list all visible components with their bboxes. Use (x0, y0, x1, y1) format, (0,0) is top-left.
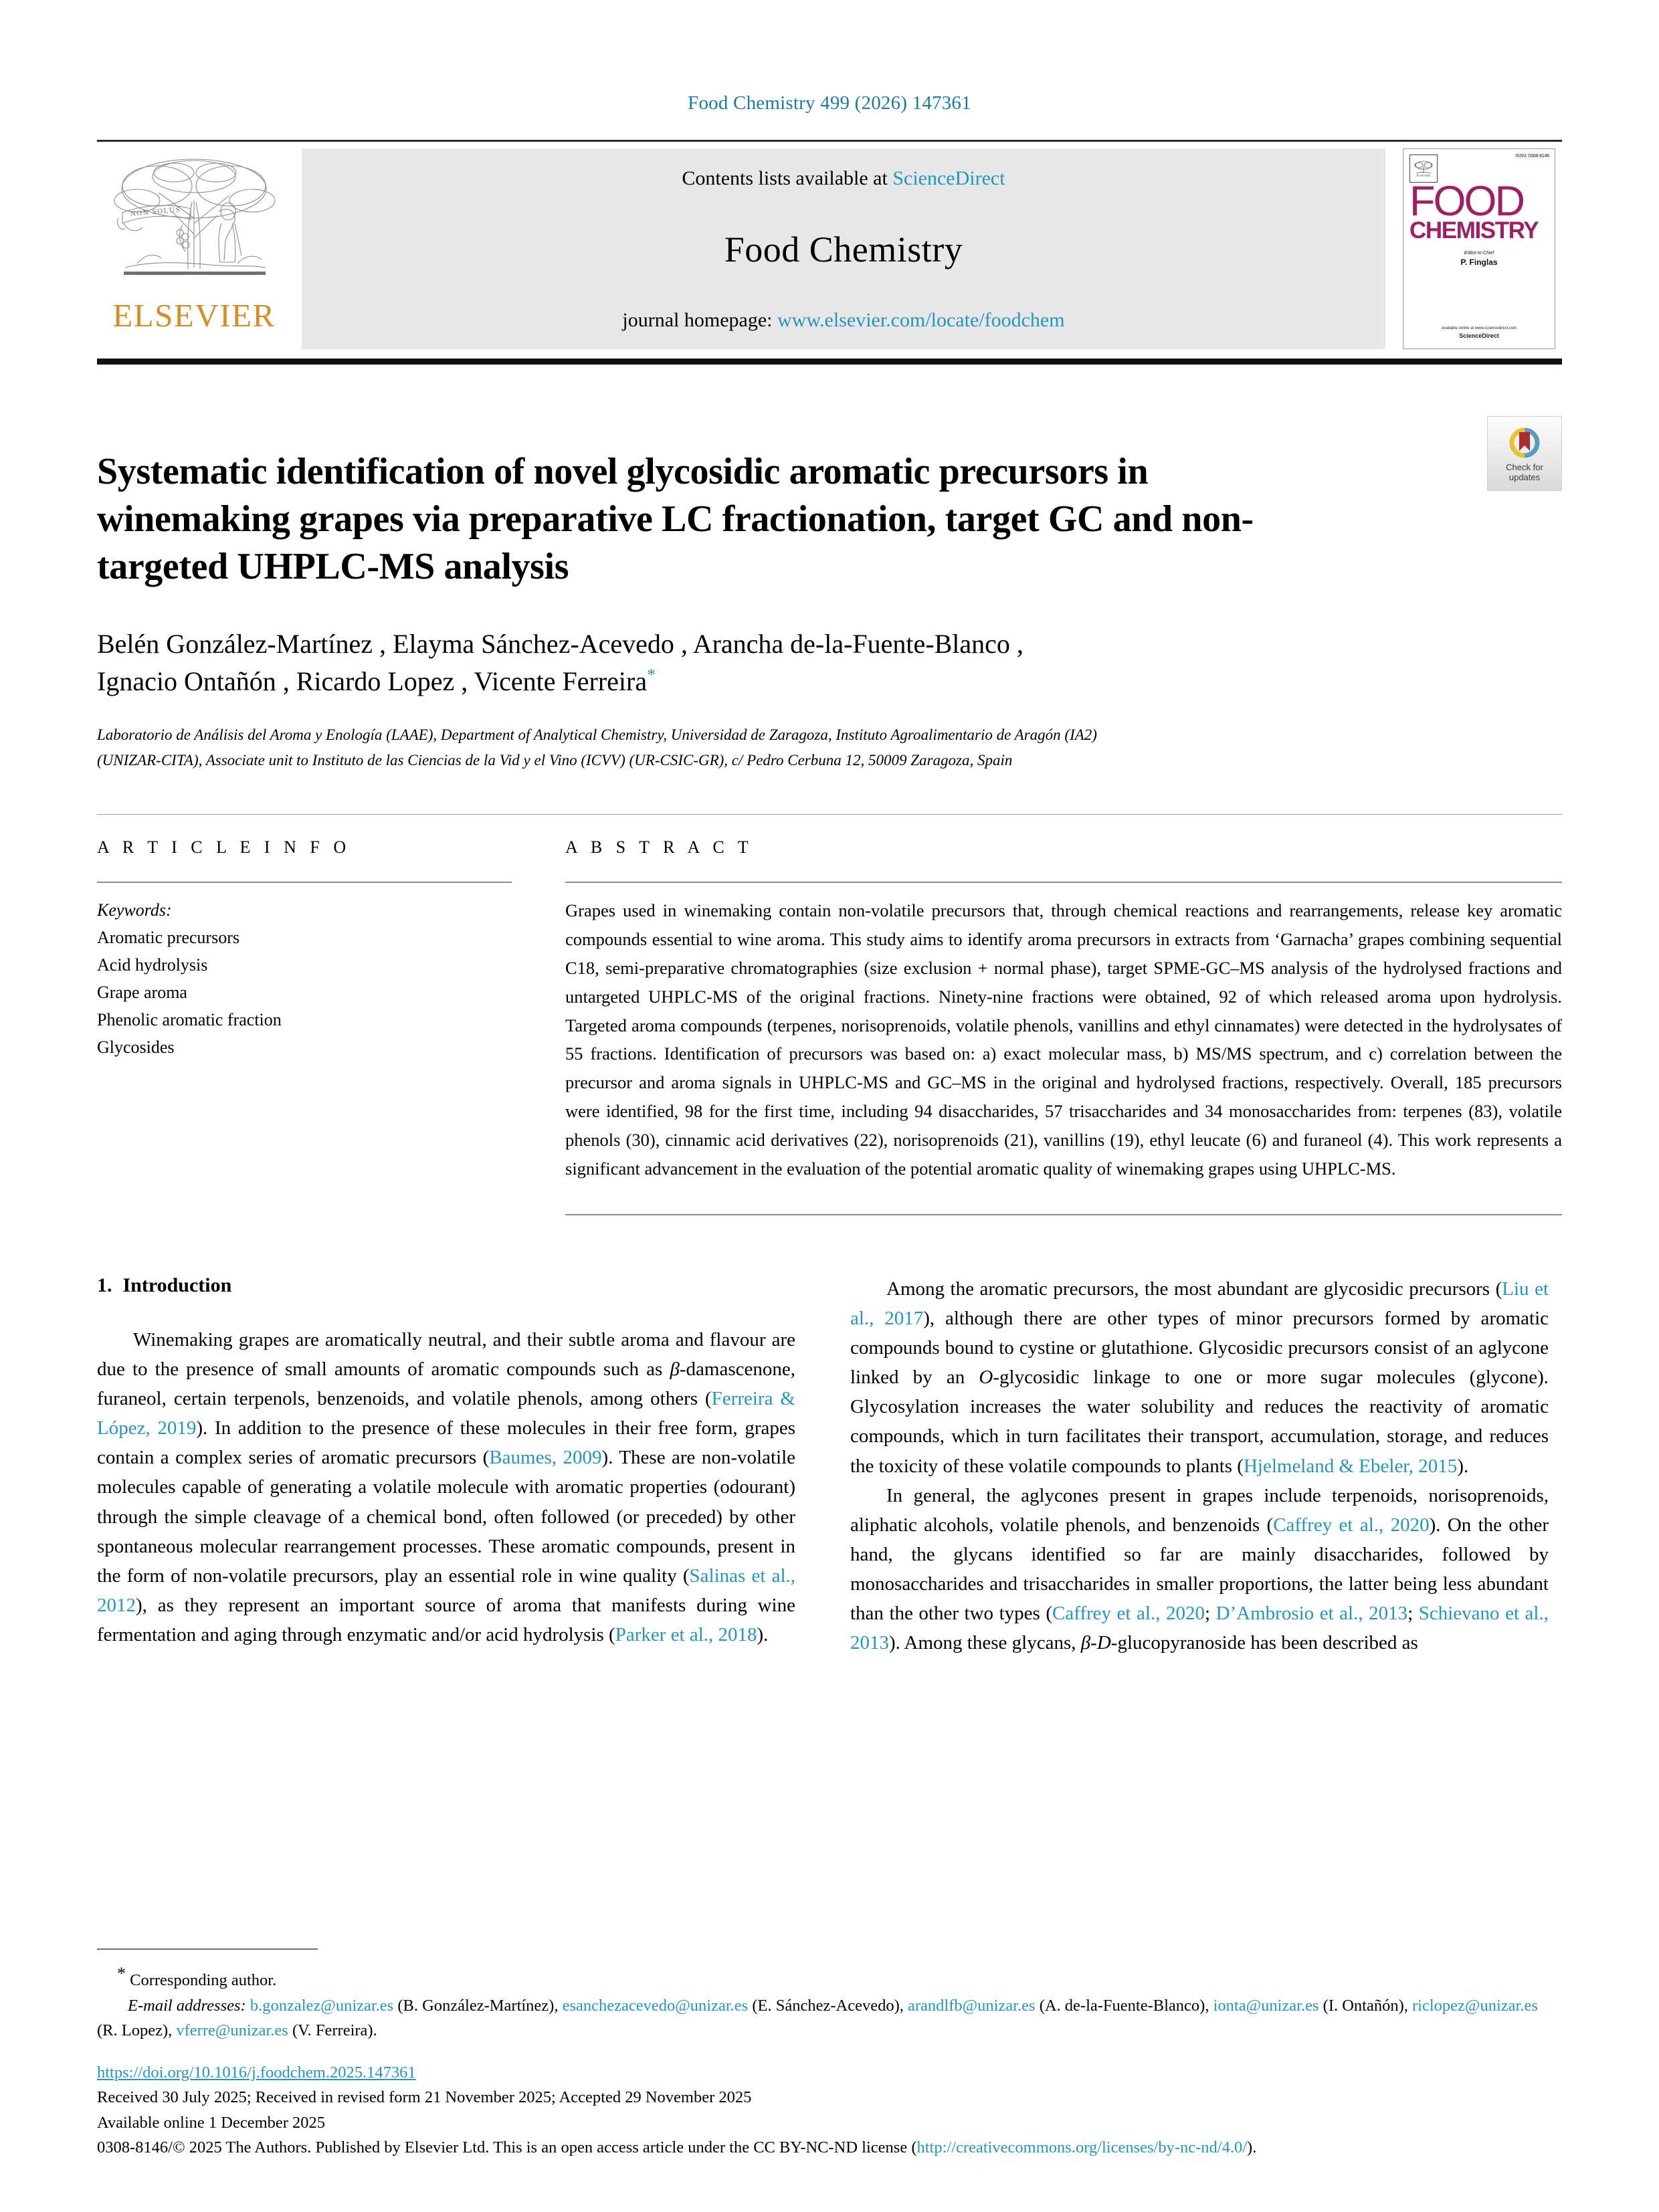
received-dates: Received 30 July 2025; Received in revised form 21 November 2025; Accepted 29 November 2025 (97, 2088, 752, 2107)
email-addresses (97, 1993, 1562, 2043)
email-owner: (V. Ferreira). (292, 2021, 377, 2039)
intro-left-d: ). These are non-volatile molecules capable of generating a volatile molecule with aromatic properties (odourant) through the simple cleavage of a chemical bond, often followed (or preceded) by other spontaneous molecular rearrangement processes. These aromatic compounds, present in the form of non-volatile precursors, play an essential role in wine quality ( (97, 1447, 795, 1587)
check-for-updates-badge[interactable] (1487, 416, 1562, 491)
intro-right2-d: -glucopyranoside has been described as (1110, 1631, 1418, 1653)
section-title: Introduction (122, 1274, 232, 1297)
section-number: 1. (97, 1274, 112, 1297)
intro-left-b: -damascenone, furaneol, certain terpenols, benzenoids, and volatile phenols, among others ( (97, 1359, 795, 1410)
email-owner: (B. González-Martínez), (397, 1996, 559, 2015)
sciencedirect-banner (302, 148, 1385, 349)
sciencedirect-link[interactable]: ScienceDirect (892, 167, 1005, 189)
crossmark-line1: Check for (1506, 462, 1543, 473)
cover-footer-line2: ScienceDirect (1459, 332, 1499, 339)
email-owner: (I. Ontañón), (1323, 1996, 1408, 2015)
author-line-2 (97, 663, 1435, 700)
intro-right-d: ). (1457, 1455, 1469, 1477)
copyright-text-b: ). (1247, 2138, 1257, 2156)
email-link[interactable]: ionta@unizar.es (1213, 1996, 1319, 2015)
intro-right2-c: ). Among these glycans, (889, 1631, 1081, 1653)
email-owner: (A. de-la-Fuente-Blanco), (1039, 1996, 1209, 2015)
svg-text:NON SOLUS: NON SOLUS (130, 205, 181, 218)
affiliation (97, 722, 1562, 773)
intro-right-a: Among the aromatic precursors, the most abundant are glycosidic precursors ( (886, 1278, 1502, 1300)
cover-word-chemistry: CHEMISTRY (1409, 217, 1539, 244)
running-head: Food Chemistry 499 (2026) 147361 (688, 92, 971, 114)
cover-issn: ISSN: 0308-8146 (1515, 154, 1549, 159)
keywords-label: Keywords: (97, 900, 172, 920)
journal-masthead (97, 140, 1562, 349)
article-info-column (97, 837, 512, 1215)
keyword-item: Acid hydrolysis (97, 954, 208, 975)
footnote-marker: * (117, 1964, 126, 1984)
citation-link[interactable]: Caffrey et al., 2020 (1273, 1514, 1430, 1536)
available-online: Available online 1 December 2025 (97, 2113, 326, 2132)
homepage-prefix: journal homepage: (622, 309, 777, 331)
body-column-right (850, 1274, 1549, 1657)
cover-tree-icon (1413, 160, 1434, 177)
citation-link[interactable]: Caffrey et al., 2020 (1052, 1602, 1205, 1624)
homepage-line (622, 309, 1064, 332)
svg-text:ELSEVIER: ELSEVIER (1417, 174, 1430, 177)
intro-left-a: Winemaking grapes are aromatically neutral, and their subtle aroma and flavour are due to the presence of small amounts of aromatic compounds such as (97, 1329, 795, 1381)
abstract-column (565, 837, 1562, 1215)
journal-cover-thumb (1396, 148, 1562, 349)
contents-line (682, 167, 1005, 190)
intro-right2-semi2: ; (1407, 1602, 1419, 1624)
cover-footer (1403, 326, 1555, 339)
citation-link[interactable]: Parker et al., 2018 (615, 1623, 757, 1645)
intro-right2-semi1: ; (1204, 1602, 1216, 1624)
elsevier-logo (97, 148, 291, 349)
page-title: Systematic identification of novel glycosidic aromatic precursors in winemaking grapes via preparative LC fractionation, target GC and non-targeted UHPLC-MS analysis (97, 451, 1254, 588)
citation-link[interactable]: Ferreira & López, 2019 (97, 1388, 795, 1439)
cover-word-food: FOOD (1409, 178, 1523, 225)
citation-link[interactable]: D’Ambrosio et al., 2013 (1215, 1602, 1408, 1624)
intro-left-f: ). (757, 1623, 769, 1645)
section-heading-introduction (97, 1274, 795, 1297)
intro-right2-beta: β-D (1080, 1631, 1111, 1653)
crossmark-icon (1506, 425, 1543, 461)
intro-right-O: O (979, 1367, 993, 1389)
keyword-item: Glycosides (97, 1037, 175, 1058)
body-column-left (97, 1274, 795, 1657)
corresponding-author-marker: * (647, 666, 656, 685)
email-link[interactable]: riclopez@unizar.es (1412, 1996, 1538, 2015)
citation-link[interactable]: Hjelmeland & Ebeler, 2015 (1243, 1455, 1458, 1477)
author-line-1: Belén González-Martínez , Elayma Sánchez-Acevedo , Arancha de-la-Fuente-Blanco , (97, 629, 1023, 660)
keyword-item: Aromatic precursors (97, 927, 239, 947)
intro-left-beta: β (670, 1359, 680, 1381)
license-link[interactable]: http://creativecommons.org/licenses/by-nc-nd/4.0/ (916, 2138, 1248, 2156)
citation-link[interactable]: Salinas et al., 2012 (97, 1565, 795, 1616)
masthead-bottom-rule (97, 359, 1562, 365)
email-owner: (E. Sánchez-Acevedo), (752, 1996, 904, 2015)
intro-right-c: -glycosidic linkage to one or more sugar molecules (glycone). Glycosylation increases the water solubility and reduces the reactivity of aromatic compounds, which in turn facilitates their transport, accumulation, storage, and reduces the toxicity of these volatile compounds to plants ( (850, 1367, 1549, 1477)
article-info-heading: A R T I C L E I N F O (97, 837, 351, 857)
cover-footer-line1: Available online at www.sciencedirect.com (1441, 326, 1517, 330)
journal-title: Food Chemistry (724, 229, 963, 270)
copyright-text-a: 0308-8146/© 2025 The Authors. Published by Elsevier Ltd. This is an open access article under the CC BY-NC-ND license ( (97, 2138, 917, 2156)
email-owner: (R. Lopez), (97, 2021, 173, 2039)
cover-image (1403, 148, 1555, 349)
cover-editor-label: Editor-in-Chief (1464, 251, 1494, 256)
info-abstract-block (97, 814, 1562, 1215)
intro-left-e: ), as they represent an important source of aroma that manifests during wine fermentation and aging through enzymatic and/or acid hydrolysis ( (97, 1594, 795, 1645)
page-footer (97, 1948, 1562, 2160)
crossmark-line2: updates (1508, 472, 1541, 482)
contents-prefix: Contents lists available at (682, 167, 893, 189)
abstract-rule (565, 882, 1562, 883)
author-list (97, 625, 1435, 700)
intro-right2-a: In general, the aglycones present in grapes include terpenoids, norisoprenoids, aliphatic alcohols, volatile phenols, and benzenoids ( (850, 1484, 1549, 1536)
intro-right-b: ), although there are other types of minor precursors formed by aromatic compounds bound to cystine or glutathione. Glycosidic precursors consist of an aglycone linked by an (850, 1308, 1549, 1389)
email-link[interactable]: b.gonzalez@unizar.es (250, 1996, 394, 2015)
email-link[interactable]: vferre@unizar.es (176, 2021, 288, 2039)
intro-paragraph-left (97, 1325, 795, 1649)
body-columns (97, 1274, 1562, 1657)
keyword-item: Phenolic aromatic fraction (97, 1010, 282, 1030)
elsevier-wordmark: ELSEVIER (112, 297, 276, 334)
affiliation-line-1: Laboratorio de Análisis del Aroma y Enología (LAAE), Department of Analytical Chemistry, Universidad de Zaragoza, Instituto Agroalimentario de Aragón (IA2) (97, 726, 1097, 744)
crossmark-label (1506, 463, 1543, 482)
intro-paragraph-right-1 (850, 1274, 1549, 1481)
copyright-line (97, 2135, 1562, 2160)
intro-left-c: ). In addition to the presence of these molecules in their free form, grapes contain a complex series of aromatic precursors ( (97, 1417, 795, 1469)
email-link[interactable]: arandlfb@unizar.es (907, 1996, 1036, 2015)
author-line-2-text: Ignacio Ontañón , Ricardo Lopez , Vicente Ferreira (97, 666, 648, 697)
email-link[interactable]: esanchezacevedo@unizar.es (562, 1996, 749, 2015)
footer-rule (97, 1948, 318, 1950)
intro-paragraph-right-2 (850, 1481, 1549, 1657)
citation-link[interactable]: Baumes, 2009 (489, 1447, 602, 1469)
corresponding-author-note (97, 1960, 1562, 1993)
doi-link[interactable]: https://doi.org/10.1016/j.foodchem.2025.147361 (97, 2064, 416, 2082)
cover-editor-name: P. Finglas (1460, 258, 1498, 268)
email-label: E-mail addresses: (128, 1996, 246, 2015)
abstract-heading: A B S T R A C T (565, 837, 753, 857)
citation-link[interactable]: Liu et al., 2017 (850, 1278, 1549, 1330)
abstract-bottom-rule (565, 1214, 1562, 1215)
doi-line (97, 2060, 1562, 2085)
journal-homepage-link[interactable]: www.elsevier.com/locate/foodchem (777, 309, 1065, 331)
corresponding-author-text: Corresponding author. (130, 1971, 277, 1990)
intro-right2-b: ). On the other hand, the glycans identified so far are mainly disaccharides, followed by monosaccharides and trisaccharides in smaller proportions, the latter being less abundant than the other two types ( (850, 1514, 1549, 1624)
affiliation-line-2: (UNIZAR-CITA), Associate unit to Instituto de las Ciencias de la Vid y el Vino (ICVV) (UR-CSIC-GR), c/ Pedro Cerbuna 12, 50009 Zaragoza, Spain (97, 751, 1013, 769)
abstract-text: Grapes used in winemaking contain non-volatile precursors that, through chemical reactions and rearrangements, release key aromatic compounds essential to wine aroma. This study aims to identify aroma precursors in extracts from ‘Garnacha’ grapes combining sequential C18, semi-preparative chromatographies (size exclusion + normal phase), target SPME-GC–MS analysis of the hydrolysed fractions and untargeted UHPLC-MS of the original fractions. Ninety-nine fractions were obtained, 92 of which released aroma upon hydrolysis. Targeted aroma compounds (terpenes, norisoprenoids, volatile phenols, vanillins and ethyl cinnamates) were detected in the hydrolysates of 55 fractions. Identification of precursors was based on: a) exact molecular mass, b) MS/MS spectrum, and c) correlation between the precursor and aroma signals in UHPLC-MS and GC–MS in the original and hydrolysed fractions, respectively. Overall, 185 precursors were identified, 98 for the first time, including 94 disaccharides, 57 trisaccharides and 34 monosaccharides from: terpenes (83), volatile phenols (30), cinnamic acid derivatives (22), norisoprenoids (21), vanillins (19), ethyl leucate (6) and furaneol (4). This work represents a significant advancement in the evaluation of the potential aromatic quality of winemaking grapes using UHPLC-MS. (565, 900, 1562, 1179)
keyword-item: Grape aroma (97, 983, 187, 1003)
elsevier-tree-icon (110, 154, 278, 298)
footer-spacer (97, 2043, 1562, 2060)
article-info-rule (97, 882, 512, 883)
citation-link[interactable]: Schievano et al., 2013 (850, 1602, 1549, 1653)
